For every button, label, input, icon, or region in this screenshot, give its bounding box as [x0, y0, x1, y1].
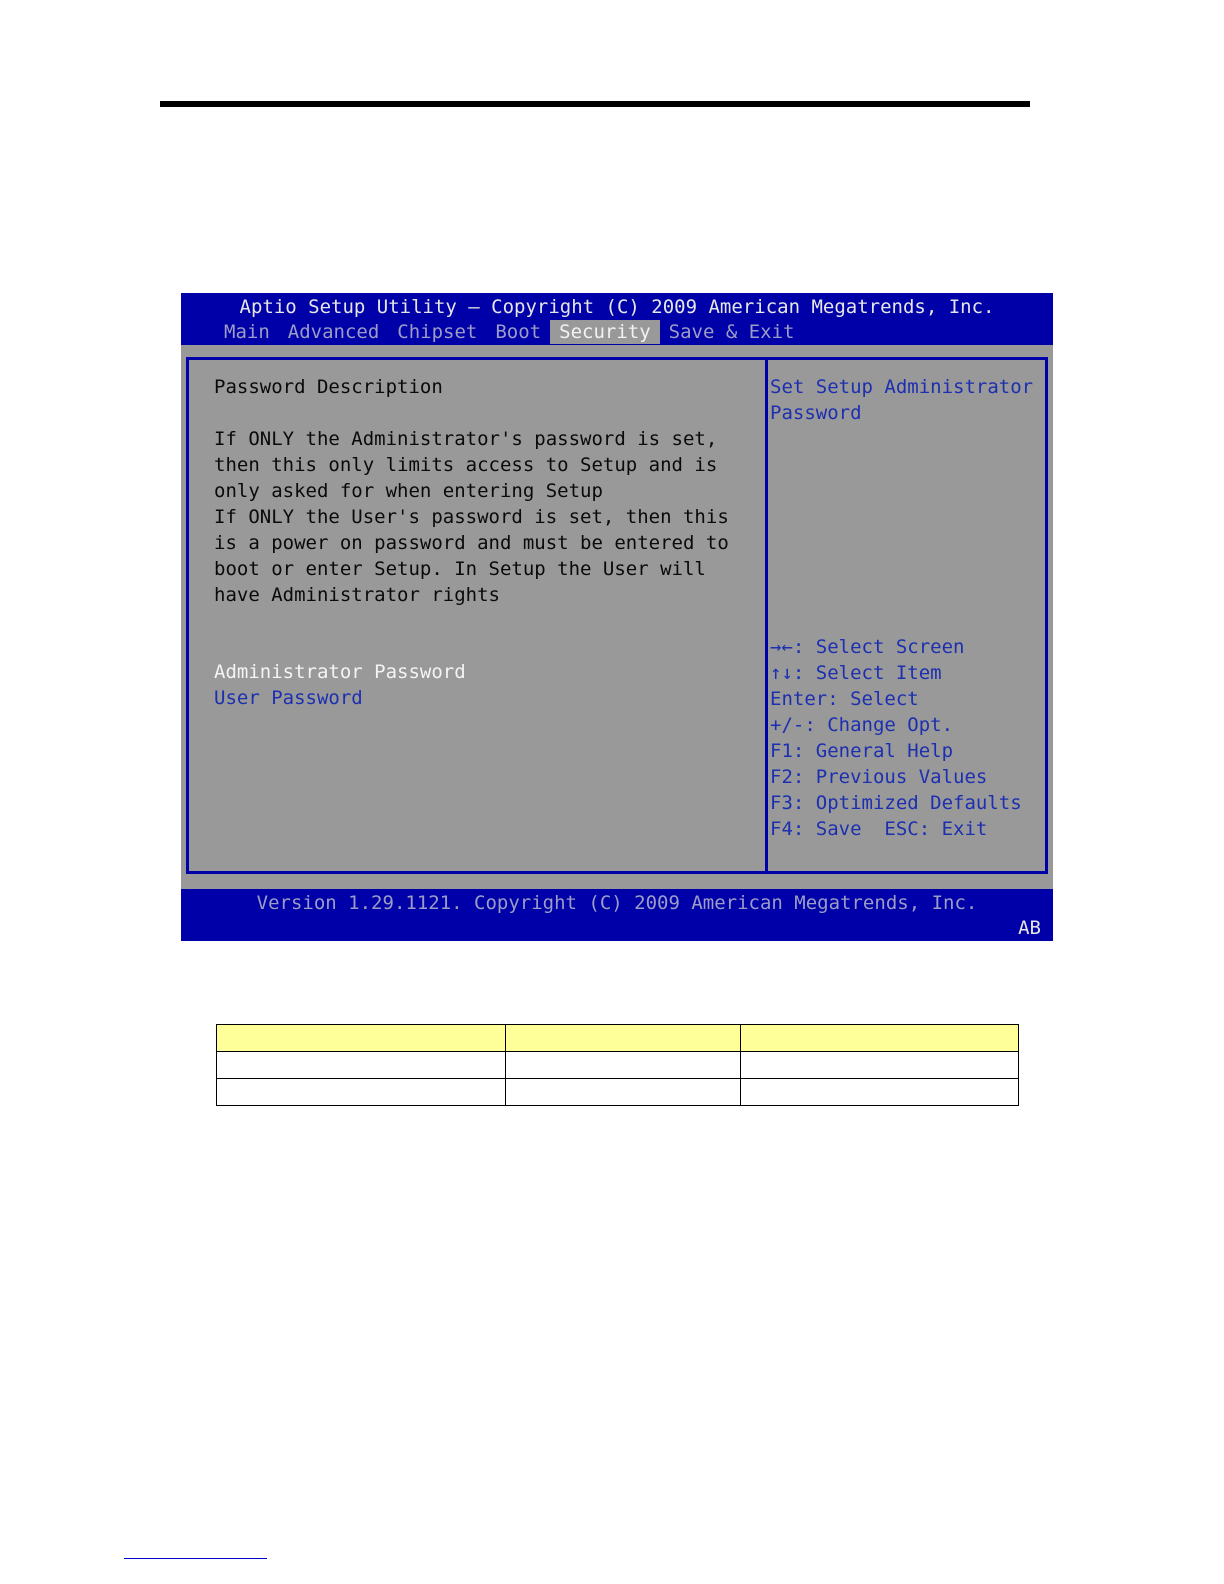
tab-security[interactable]: Security — [550, 320, 660, 344]
help-line: Set Setup Administrator — [770, 376, 1034, 398]
bios-header — [181, 293, 1053, 345]
tab-save-exit[interactable]: Save & Exit — [668, 321, 795, 343]
description-line: If ONLY the Administrator's password is set, — [214, 428, 718, 450]
table-header-cell — [217, 1025, 506, 1052]
footnote-rule — [124, 1558, 267, 1559]
table-cell — [217, 1079, 506, 1106]
key-legend — [770, 634, 1045, 842]
post-code: AB — [1018, 917, 1041, 939]
panel-divider — [765, 360, 768, 871]
password-description — [214, 374, 754, 608]
description-line: boot or enter Setup. In Setup the User will — [214, 558, 706, 580]
help-line: Password — [770, 402, 862, 424]
key-change-opt: +/-: Change Opt. — [770, 714, 954, 736]
table-cell — [506, 1052, 741, 1079]
key-select-item: ↑↓: Select Item — [770, 662, 942, 684]
table-row — [217, 1079, 1019, 1106]
key-previous-values: F2: Previous Values — [770, 766, 988, 788]
password-menu — [214, 659, 754, 711]
description-line: Password Description — [214, 376, 443, 398]
description-line: only asked for when entering Setup — [214, 480, 603, 502]
bios-title: Aptio Setup Utility – Copyright (C) 2009 American Megatrends, Inc. — [239, 296, 995, 318]
description-line — [214, 400, 754, 426]
key-select-screen: →←: Select Screen — [770, 636, 965, 658]
settings-panel — [186, 357, 1048, 874]
version-text: Version 1.29.1121. Copyright (C) 2009 American Megatrends, Inc. — [256, 892, 978, 914]
header-rule — [160, 101, 1030, 107]
description-line: is a power on password and must be entered to — [214, 532, 729, 554]
bios-setup-screen — [181, 293, 1053, 941]
table-cell — [741, 1079, 1019, 1106]
tab-boot[interactable]: Boot — [495, 321, 542, 343]
user-password-item[interactable]: User Password — [214, 687, 363, 709]
table-header-row — [217, 1025, 1019, 1052]
description-line: have Administrator rights — [214, 584, 500, 606]
key-enter-select: Enter: Select — [770, 688, 919, 710]
key-save-exit: F4: Save ESC: Exit — [770, 818, 988, 840]
tab-bar — [215, 320, 803, 344]
table-cell — [506, 1079, 741, 1106]
description-line: If ONLY the User's password is set, then this — [214, 506, 729, 528]
item-help — [770, 374, 1045, 426]
administrator-password-item[interactable]: Administrator Password — [214, 661, 466, 683]
table-cell — [217, 1052, 506, 1079]
tab-main[interactable]: Main — [224, 321, 270, 343]
bios-footer — [181, 889, 1053, 941]
description-line: then this only limits access to Setup and is — [214, 454, 718, 476]
tab-advanced[interactable]: Advanced — [287, 321, 380, 343]
table-row — [217, 1052, 1019, 1079]
table-header-cell — [741, 1025, 1019, 1052]
table-header-cell — [506, 1025, 741, 1052]
key-general-help: F1: General Help — [770, 740, 954, 762]
key-optimized-defaults: F3: Optimized Defaults — [770, 792, 1022, 814]
tab-chipset[interactable]: Chipset — [397, 321, 478, 343]
table-cell — [741, 1052, 1019, 1079]
settings-table — [216, 1024, 1019, 1106]
